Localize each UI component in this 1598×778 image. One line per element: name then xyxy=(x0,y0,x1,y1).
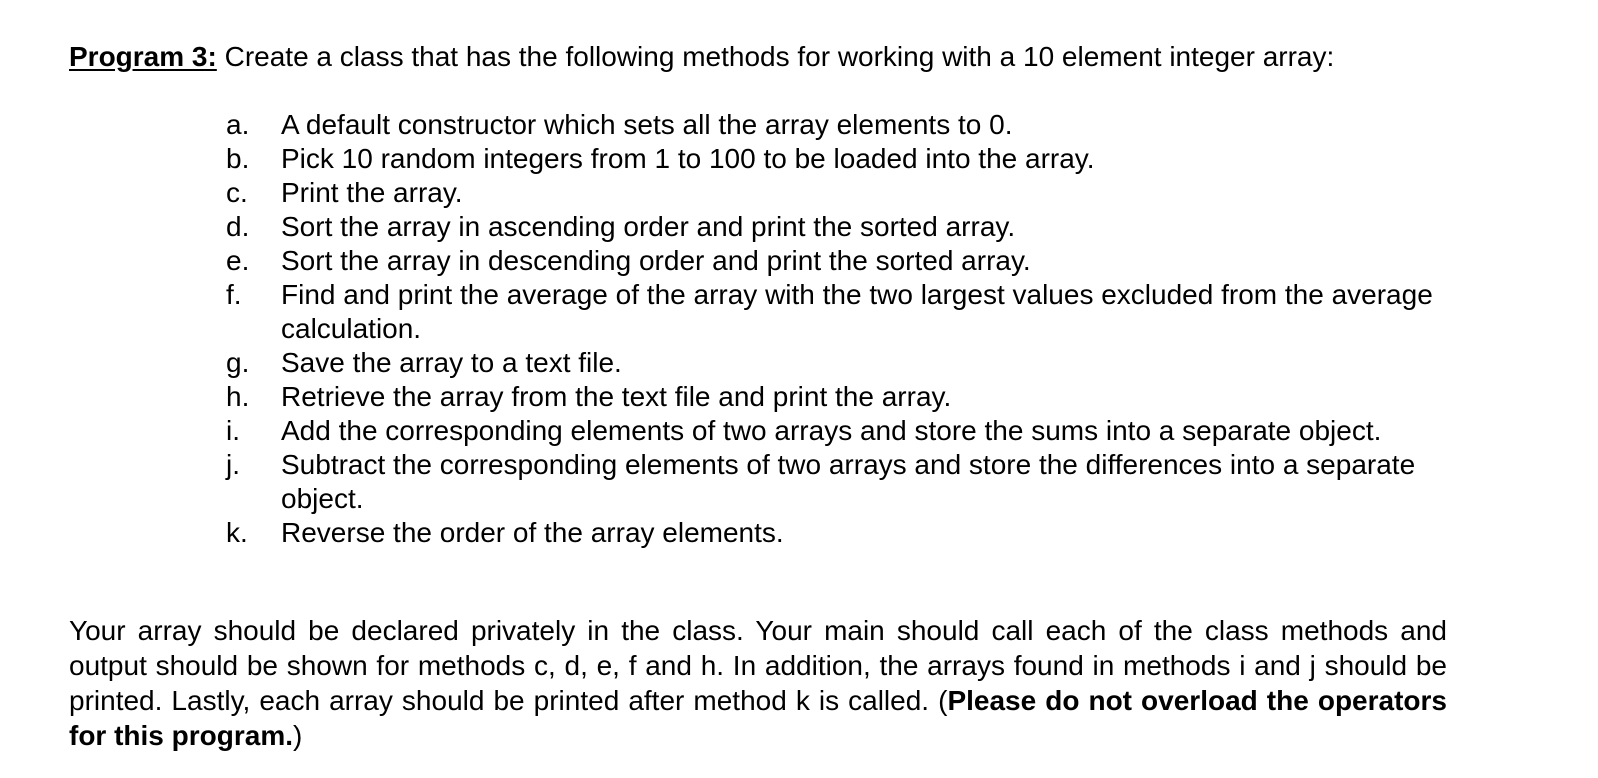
list-item xyxy=(226,346,1466,380)
list-item-text: Save the array to a text file. xyxy=(281,347,622,378)
program-description: Create a class that has the following methods for working with a 10 element integer array: xyxy=(216,41,1335,72)
list-marker: j. xyxy=(226,449,240,480)
program-label: Program 3: xyxy=(69,41,217,72)
list-item xyxy=(226,244,1466,278)
program-heading xyxy=(69,40,1334,74)
list-marker: h. xyxy=(226,381,250,412)
list-item-text: Print the array. xyxy=(281,177,463,208)
list-item xyxy=(226,516,1466,550)
list-marker: e. xyxy=(226,245,250,276)
instructions-bold-text: Please do not overload the operators for this program. xyxy=(69,685,1447,751)
instructions-paragraph xyxy=(69,613,1447,753)
list-item xyxy=(226,176,1466,210)
list-item-text: A default constructor which sets all the array elements to 0. xyxy=(281,109,1013,140)
list-item-text: Pick 10 random integers from 1 to 100 to be loaded into the array. xyxy=(281,143,1095,174)
list-marker: i. xyxy=(226,415,240,446)
list-item xyxy=(226,108,1466,142)
list-item-text: Reverse the order of the array elements. xyxy=(281,517,784,548)
list-item-text: Sort the array in descending order and print the sorted array. xyxy=(281,245,1031,276)
list-item xyxy=(226,448,1466,516)
list-item xyxy=(226,142,1466,176)
list-item xyxy=(226,380,1466,414)
list-item xyxy=(226,210,1466,244)
list-item-text: Subtract the corresponding elements of two arrays and store the differences into a separate object. xyxy=(281,449,1416,514)
list-marker: k. xyxy=(226,517,248,548)
list-marker: b. xyxy=(226,143,250,174)
list-item xyxy=(226,414,1466,448)
instructions-text: Your array should be declared privately in the class. Your main should call each of the class methods and output should be shown for methods c, d, e, f and h. In addition, the arrays found in methods i and j should be printed. Lastly, each array should be printed after method k is called. ( xyxy=(69,615,1447,716)
list-marker: f. xyxy=(226,279,242,310)
list-item xyxy=(226,278,1466,346)
list-marker: a. xyxy=(226,109,250,140)
list-marker: g. xyxy=(226,347,250,378)
list-marker: d. xyxy=(226,211,250,242)
list-item-text: Find and print the average of the array with the two largest values excluded from the average calculation. xyxy=(281,279,1433,344)
list-item-text: Retrieve the array from the text file and print the array. xyxy=(281,381,952,412)
list-marker: c. xyxy=(226,177,248,208)
methods-list xyxy=(226,108,1466,550)
instructions-close-paren: ) xyxy=(293,720,303,751)
list-item-text: Sort the array in ascending order and print the sorted array. xyxy=(281,211,1016,242)
list-item-text: Add the corresponding elements of two arrays and store the sums into a separate object. xyxy=(281,415,1382,446)
